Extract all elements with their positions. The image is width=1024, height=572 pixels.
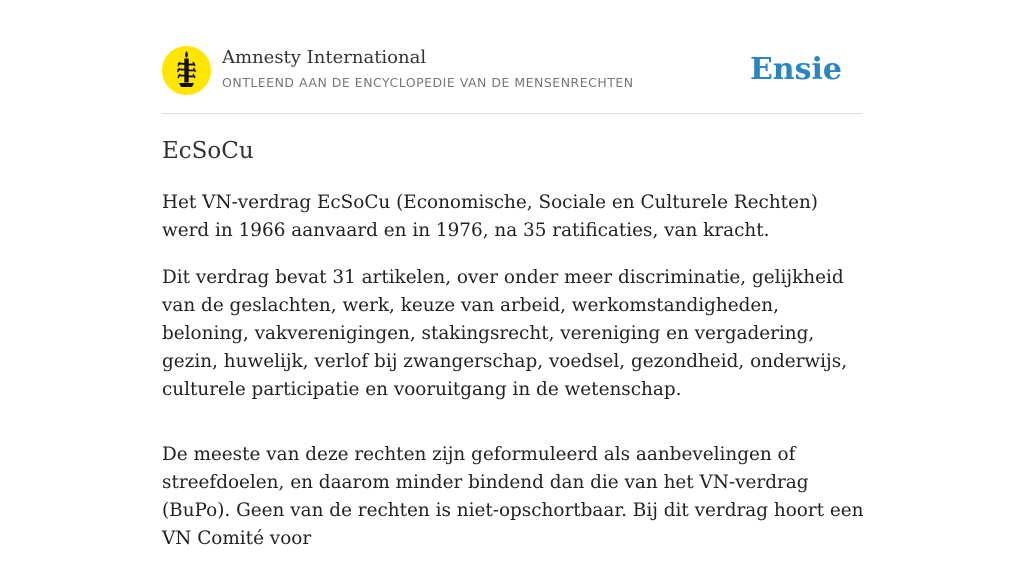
- amnesty-candle-icon[interactable]: [162, 46, 211, 95]
- article-paragraph-2: Dit verdrag bevat 31 artikelen, over onder meer discriminatie, gelijkheid van de geslachten, werk, keuze van arbeid, werkomstandigheden, beloning, vakverenigingen, stakingsrecht, vereniging en vergadering, gezin, huwelijk, verlof bij zwangerschap, voedsel, gezondheid, onderwijs, culturele participatie en vooruitgang in de wetenschap.: [162, 267, 848, 400]
- org-name[interactable]: Amnesty International: [222, 47, 427, 68]
- article-body: [162, 189, 864, 572]
- page-header: [162, 44, 862, 114]
- article-paragraph-3: De meeste van deze rechten zijn geformuleerd als aanbevelingen of streefdoelen, en daarom minder bindend dan die van het VN-verdrag (BuPo). Geen van de rechten is niet-opschortbaar. Bij dit verdrag hoort een VN Comité voor: [162, 444, 864, 549]
- page-title: EcSoCu: [162, 138, 254, 164]
- article-paragraph-1: Het VN-verdrag EcSoCu (Economische, Sociale en Culturele Rechten) werd in 1966 aanvaard en in 1976, na 35 ratificaties, van kracht.: [162, 192, 818, 241]
- brand-logo[interactable]: Ensie: [749, 52, 842, 87]
- org-subtitle: ONTLEEND AAN DE ENCYCLOPEDIE VAN DE MENSENRECHTEN: [222, 75, 634, 90]
